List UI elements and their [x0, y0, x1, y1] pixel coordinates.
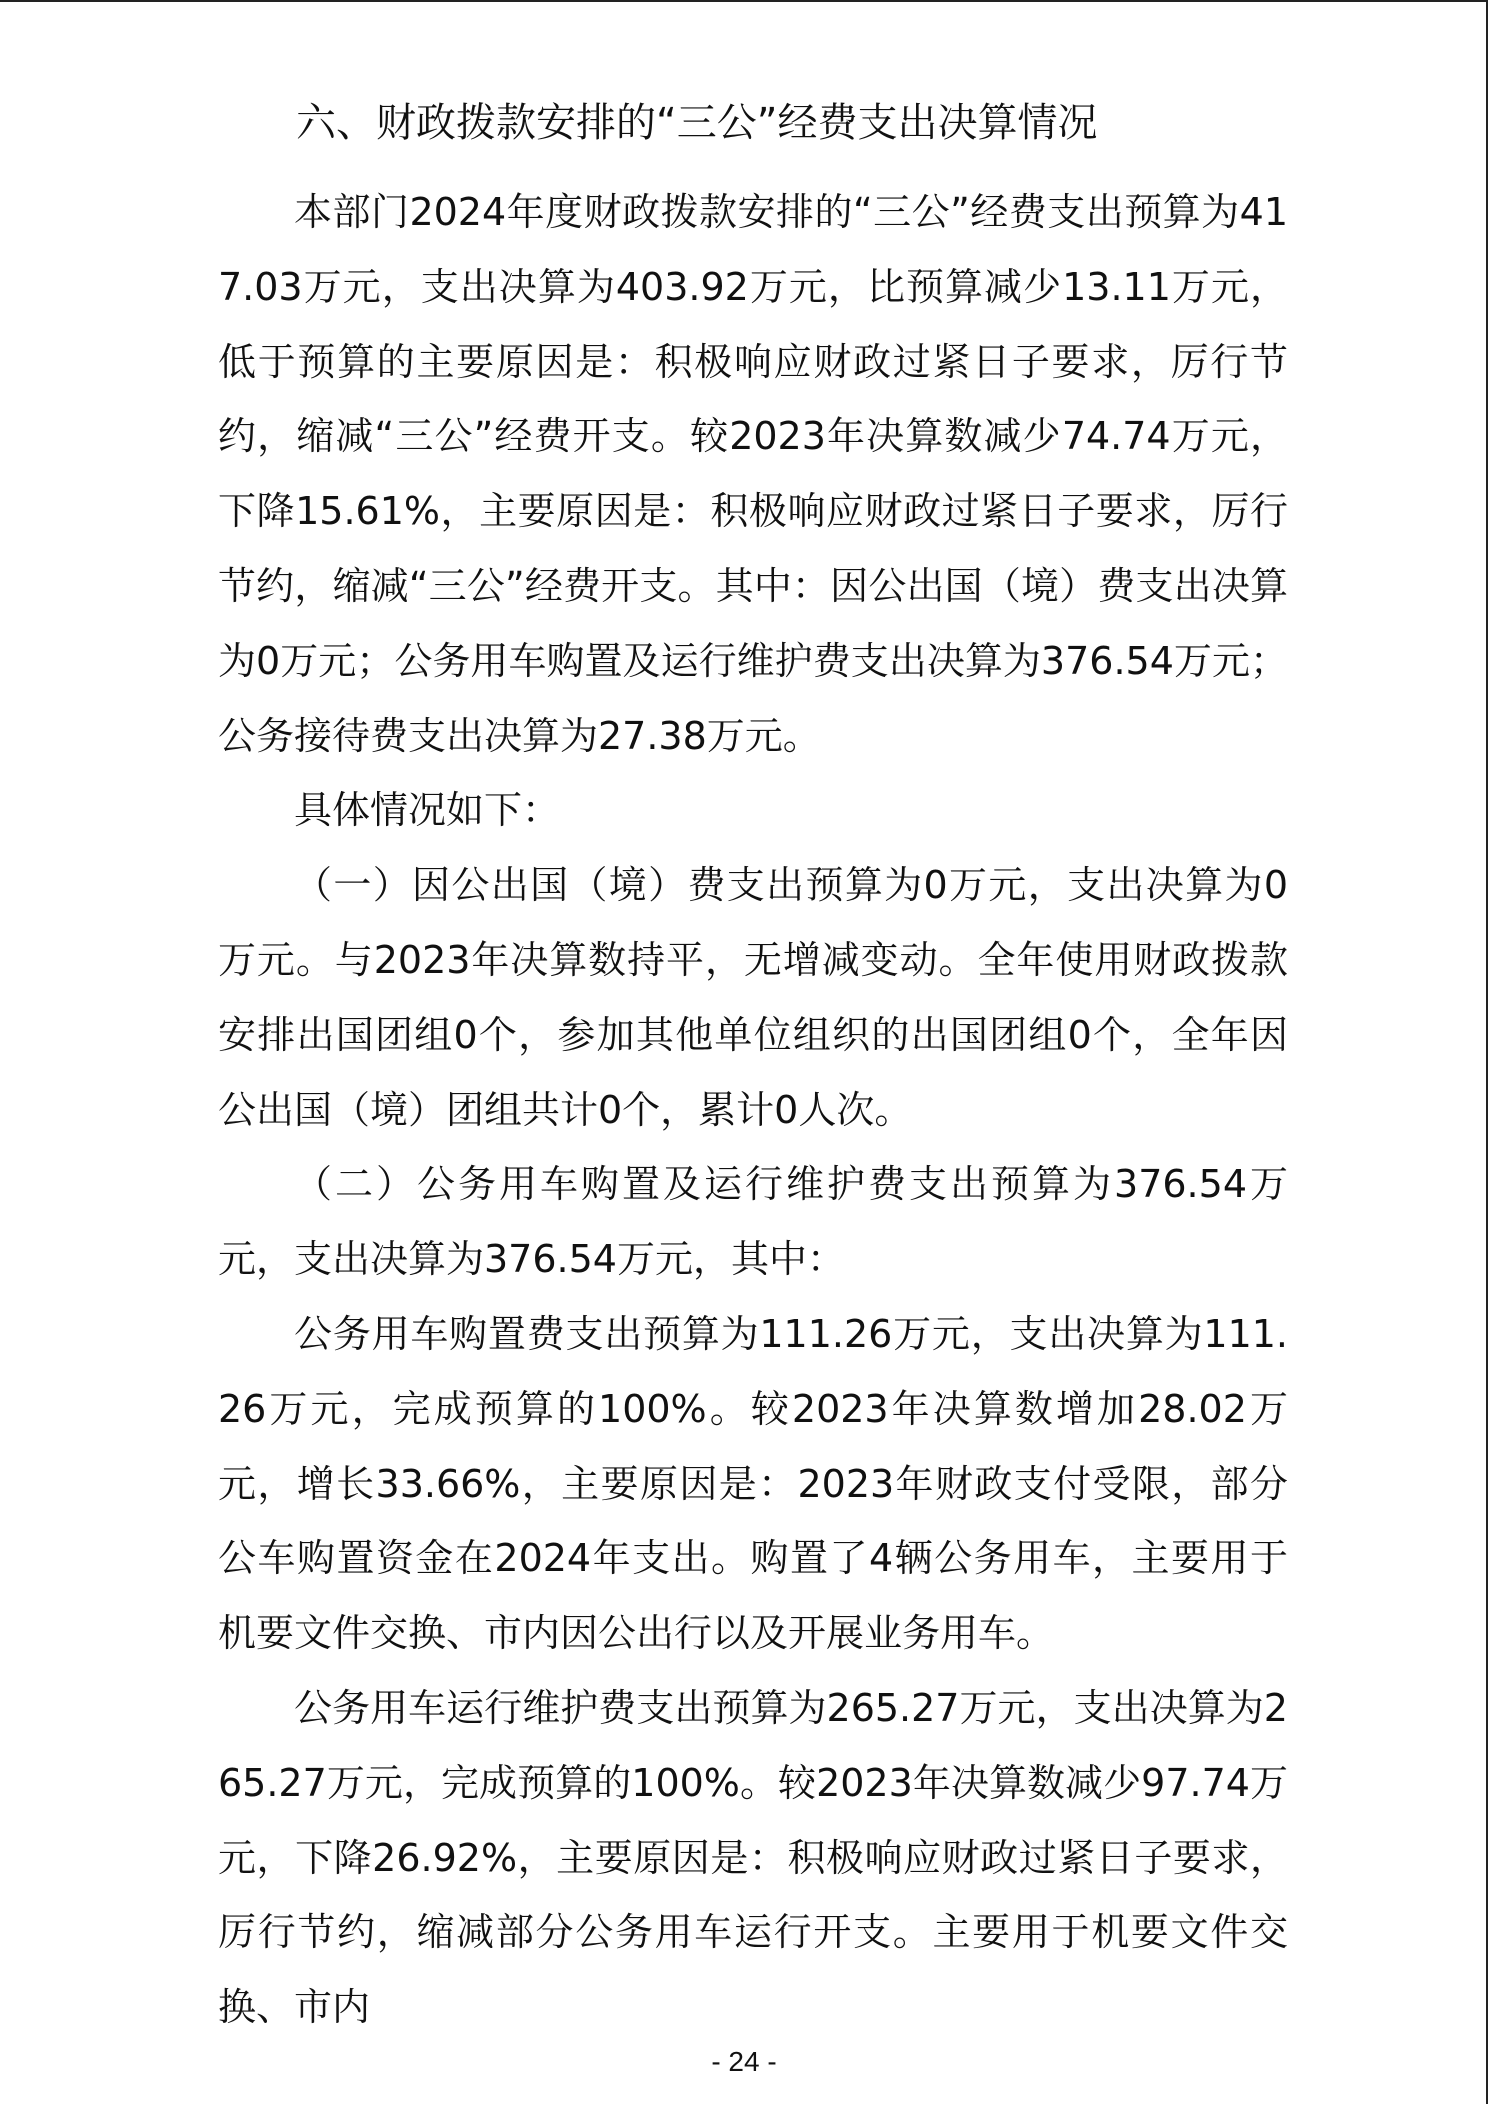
page-number: - 24 - — [711, 2046, 777, 2077]
page-border-top — [0, 0, 1488, 2]
document-body — [218, 86, 1288, 2045]
paragraph-details-intro: 具体情况如下： — [294, 788, 561, 833]
paragraph-vehicle-total: （二）公务用车购置及运行维护费支出预算为376.54万元，支出决算为376.54万元，其中： — [218, 1162, 1288, 1282]
paragraph-vehicle-maintenance: 公务用车运行维护费支出预算为265.27万元，支出决算为265.27万元，完成预算的100%。较2023年决算数减少97.74万元，下降26.92%，主要原因是：积极响应财政过紧日子要求，厉行节约，缩减部分公务用车运行开支。主要用于机要文件交换、市内 — [218, 1685, 1288, 2030]
paragraph-overseas-travel: （一）因公出国（境）费支出预算为0万元，支出决算为0万元。与2023年决算数持平，无增减变动。全年使用财政拨款安排出国团组0个，参加其他单位组织的出国团组0个，全年因公出国（境）团组共计0个，累计0人次。 — [218, 863, 1288, 1132]
paragraph-summary: 本部门2024年度财政拨款安排的“三公”经费支出预算为417.03万元，支出决算为403.92万元，比预算减少13.11万元，低于预算的主要原因是：积极响应财政过紧日子要求，厉行节约，缩减“三公”经费开支。较2023年决算数减少74.74万元，下降15.61%，主要原因是：积极响应财政过紧日子要求，厉行节约，缩减“三公”经费开支。其中：因公出国（境）费支出决算为0万元；公务用车购置及运行维护费支出决算为376.54万元；公务接待费支出决算为27.38万元。 — [218, 190, 1288, 758]
section-heading: 六、财政拨款安排的“三公”经费支出决算情况 — [296, 100, 1098, 146]
paragraph-vehicle-purchase: 公务用车购置费支出预算为111.26万元，支出决算为111.26万元，完成预算的100%。较2023年决算数增加28.02万元，增长33.66%，主要原因是：2023年财政支付受限，部分公车购置资金在2024年支出。购置了4辆公务用车，主要用于机要文件交换、市内因公出行以及开展业务用车。 — [218, 1311, 1288, 1656]
